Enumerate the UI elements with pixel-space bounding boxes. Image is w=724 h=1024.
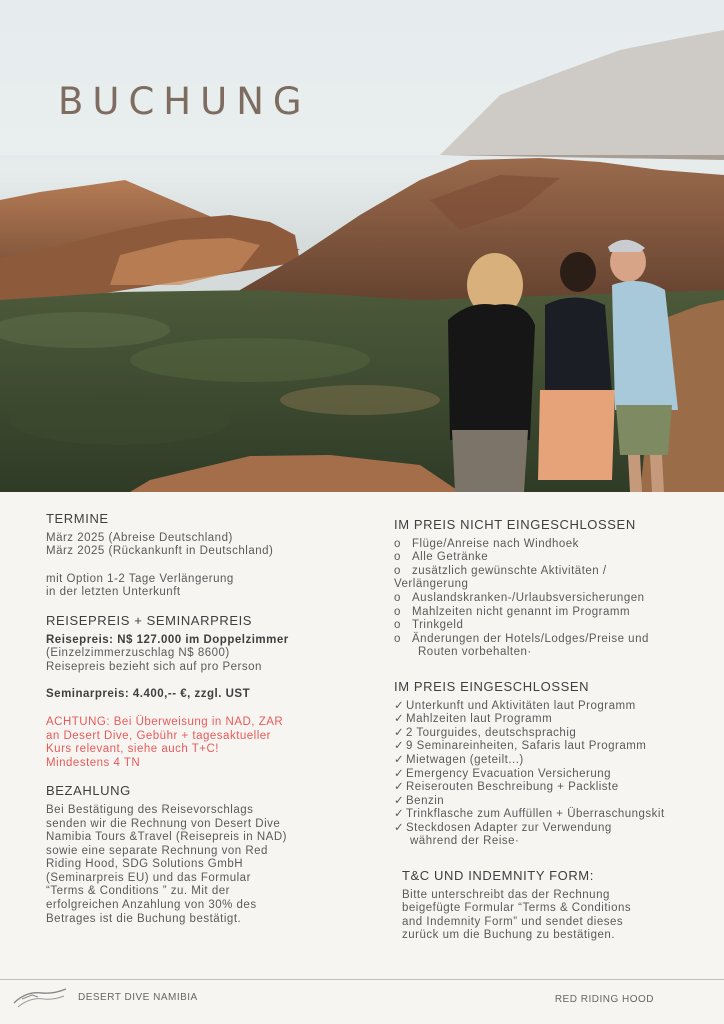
termine-section [46,512,336,600]
check-icon: ✓ [394,740,405,753]
list-item: o Auslandskranken-/Urlaubsversicherungen [394,591,645,604]
reisepreis-line: Reisepreis bezieht sich auf pro Person [46,660,262,673]
list-item: ✓ Reiserouten Beschreibung + Packliste [394,781,619,794]
list-item: ✓ Emergency Evacuation Versicherung [394,767,612,780]
right-column [394,518,704,943]
bezahlung-line: sowie eine separate Rechnung von Red [46,844,268,857]
tc-line: beigefügte Formular “Terms & Conditions [402,902,632,915]
left-column [46,512,336,926]
title-band [0,0,724,155]
check-icon: ✓ [394,808,405,821]
check-icon: ✓ [394,726,405,739]
nicht-eingeschlossen-list [394,538,704,660]
bezahlung-line: “Terms & Conditions ” zu. Mit der [46,885,230,898]
reisepreis-price: Reisepreis: N$ 127.000 im Doppelzimmer [46,633,289,646]
reisepreis-line: (Einzelzimmerzuschlag N$ 8600) [46,647,230,660]
list-item: ✓ Benzin [394,794,445,807]
list-item: ✓ 2 Tourguides, deutschsprachig [394,726,577,739]
check-icon: ✓ [394,753,405,766]
tc-line: and Indemnity Form” und sendet dieses [402,915,624,928]
list-item: ✓ Trinkflasche zum Auffüllen + Überraschungskit [394,808,665,821]
termine-option: in der letzten Unterkunft [46,586,181,599]
termine-heading: TERMINE [46,511,109,526]
alert-line: Mindestens 4 TN [46,756,141,769]
bezahlung-line: Namibia Tours &Travel (Reisepreis in NAD) [46,831,287,844]
list-item: ✓ Mahlzeiten laut Programm [394,713,553,726]
reisepreis-section [46,614,336,770]
alert-line: an Desert Dive, Gebühr + tagesaktueller [46,729,272,742]
check-icon: ✓ [394,794,405,807]
termine-line: März 2025 (Abreise Deutschland) [46,531,233,544]
list-item: o Flüge/Anreise nach Windhoek [394,537,579,550]
list-item: o Änderungen der Hotels/Lodges/Preise und Routen vorbehalten· [394,632,649,659]
bezahlung-line: Bei Bestätigung des Reisevorschlags [46,803,254,816]
list-item: o Mahlzeiten nicht genannt im Programm [394,605,631,618]
list-item: o Alle Getränke [394,551,489,564]
list-item: ✓ Steckdosen Adapter zur Verwendung während der Reise· [394,821,612,848]
bezahlung-line: erfolgreichen Anzahlung von 30% des [46,899,257,912]
bezahlung-line: Riding Hood, SDG Solutions GmbH [46,858,244,871]
list-item: o zusätzlich gewünschte Aktivitäten / Verlängerung [394,564,607,591]
hero-image [0,0,724,492]
footer-divider [0,979,724,980]
nicht-eingeschlossen-section [394,518,704,660]
tc-section [394,869,704,943]
footer-brand-left: DESERT DIVE NAMIBIA [78,992,198,1003]
list-item: o Trinkgeld [394,619,464,632]
reisepreis-heading: REISEPREIS + SEMINARPREIS [46,612,253,628]
eingeschlossen-section [394,680,704,849]
bezahlung-line: Betrages ist die Buchung bestätigt. [46,912,242,925]
nicht-eingeschlossen-heading: IM PREIS NICHT EINGESCHLOSSEN [394,517,636,532]
termine-line: März 2025 (Rückankunft in Deutschland) [46,545,274,558]
check-icon: ✓ [394,767,405,780]
tc-line: zurück um die Buchung zu bestätigen. [402,929,615,942]
list-item: ✓ Mietwagen (geteilt...) [394,753,524,766]
check-icon: ✓ [394,821,405,834]
list-item: ✓ 9 Seminareinheiten, Safaris laut Programm [394,740,647,753]
eingeschlossen-list [394,700,704,850]
tc-line: Bitte unterschreibt das der Rechnung [402,888,610,901]
termine-option: mit Option 1-2 Tage Verlängerung [46,572,234,585]
check-icon: ✓ [394,699,405,712]
alert-line: ACHTUNG: Bei Überweisung in NAD, ZAR [46,715,284,728]
tc-heading: T&C UND INDEMNITY FORM: [402,868,594,884]
check-icon: ✓ [394,713,405,726]
page-title: BUCHUNG [58,80,311,123]
bezahlung-heading: BEZAHLUNG [46,783,131,799]
seminarpreis: Seminarpreis: 4.400,-- €, zzgl. UST [46,688,251,701]
eingeschlossen-heading: IM PREIS EINGESCHLOSSEN [394,678,590,694]
bezahlung-line: (Seminarpreis EU) und das Formular [46,871,251,884]
alert-line: Kurs relevant, siehe auch T+C! [46,743,219,756]
bezahlung-section [46,784,336,926]
list-item: ✓ Unterkunft und Aktivitäten laut Programm [394,699,636,712]
bezahlung-line: senden wir die Rechnung von Desert Dive [46,817,281,830]
footer-brand-right: RED RIDING HOOD [554,994,654,1005]
check-icon: ✓ [394,781,405,794]
desert-dive-logo-icon [12,985,68,1011]
